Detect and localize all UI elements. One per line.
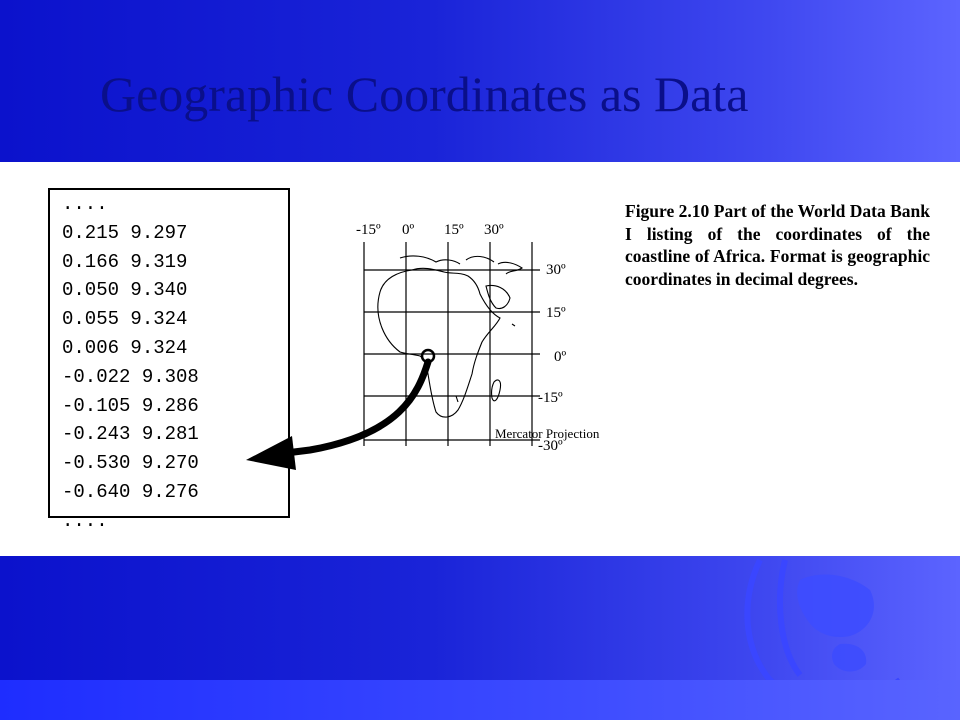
africa-outline <box>378 268 500 417</box>
africa-mercator-map <box>340 214 630 514</box>
listing-line: -0.105 9.286 <box>62 394 199 417</box>
listing-line: -0.530 9.270 <box>62 452 199 475</box>
coordinate-listing <box>48 188 290 532</box>
globe-icon <box>730 540 960 700</box>
listing-line: .... <box>62 193 108 215</box>
latitude-label: -15º <box>538 390 563 406</box>
listing-line: 0.055 9.324 <box>62 308 188 331</box>
figure-label: Figure 2.10 <box>625 201 710 221</box>
islands <box>456 324 515 402</box>
latitude-label: 0º <box>554 349 567 365</box>
listing-line: 0.050 9.340 <box>62 279 188 302</box>
longitude-label: 0º <box>402 222 415 238</box>
listing-line: .... <box>62 509 108 532</box>
listing-line: -0.640 9.276 <box>62 480 199 503</box>
latitude-label: -30º <box>538 438 563 454</box>
listing-line: 0.215 9.297 <box>62 221 188 244</box>
listing-line: -0.243 9.281 <box>62 423 199 446</box>
latitude-label: 15º <box>546 305 566 321</box>
listing-line: -0.022 9.308 <box>62 365 199 388</box>
latitude-label: 30º <box>546 262 566 278</box>
madagascar <box>492 380 501 401</box>
listing-line: 0.166 9.319 <box>62 250 188 273</box>
figure-panel <box>0 162 960 556</box>
figure-caption <box>625 200 930 290</box>
listing-line: 0.006 9.324 <box>62 336 188 359</box>
longitude-label: 30º <box>484 222 504 238</box>
projection-label: Mercator Projection <box>495 426 600 441</box>
footer-band <box>0 680 960 720</box>
slide-title: Geographic Coordinates as Data <box>100 66 749 122</box>
longitude-label: 15º <box>444 222 464 238</box>
caption-text: Part of the World Data Bank I listing of the coordinates of the coastline of Africa. Format is geographic coordinates in decimal degrees. <box>625 201 931 289</box>
coastline <box>378 256 522 417</box>
europe-fragment <box>400 256 522 274</box>
longitude-label: -15º <box>356 222 381 238</box>
